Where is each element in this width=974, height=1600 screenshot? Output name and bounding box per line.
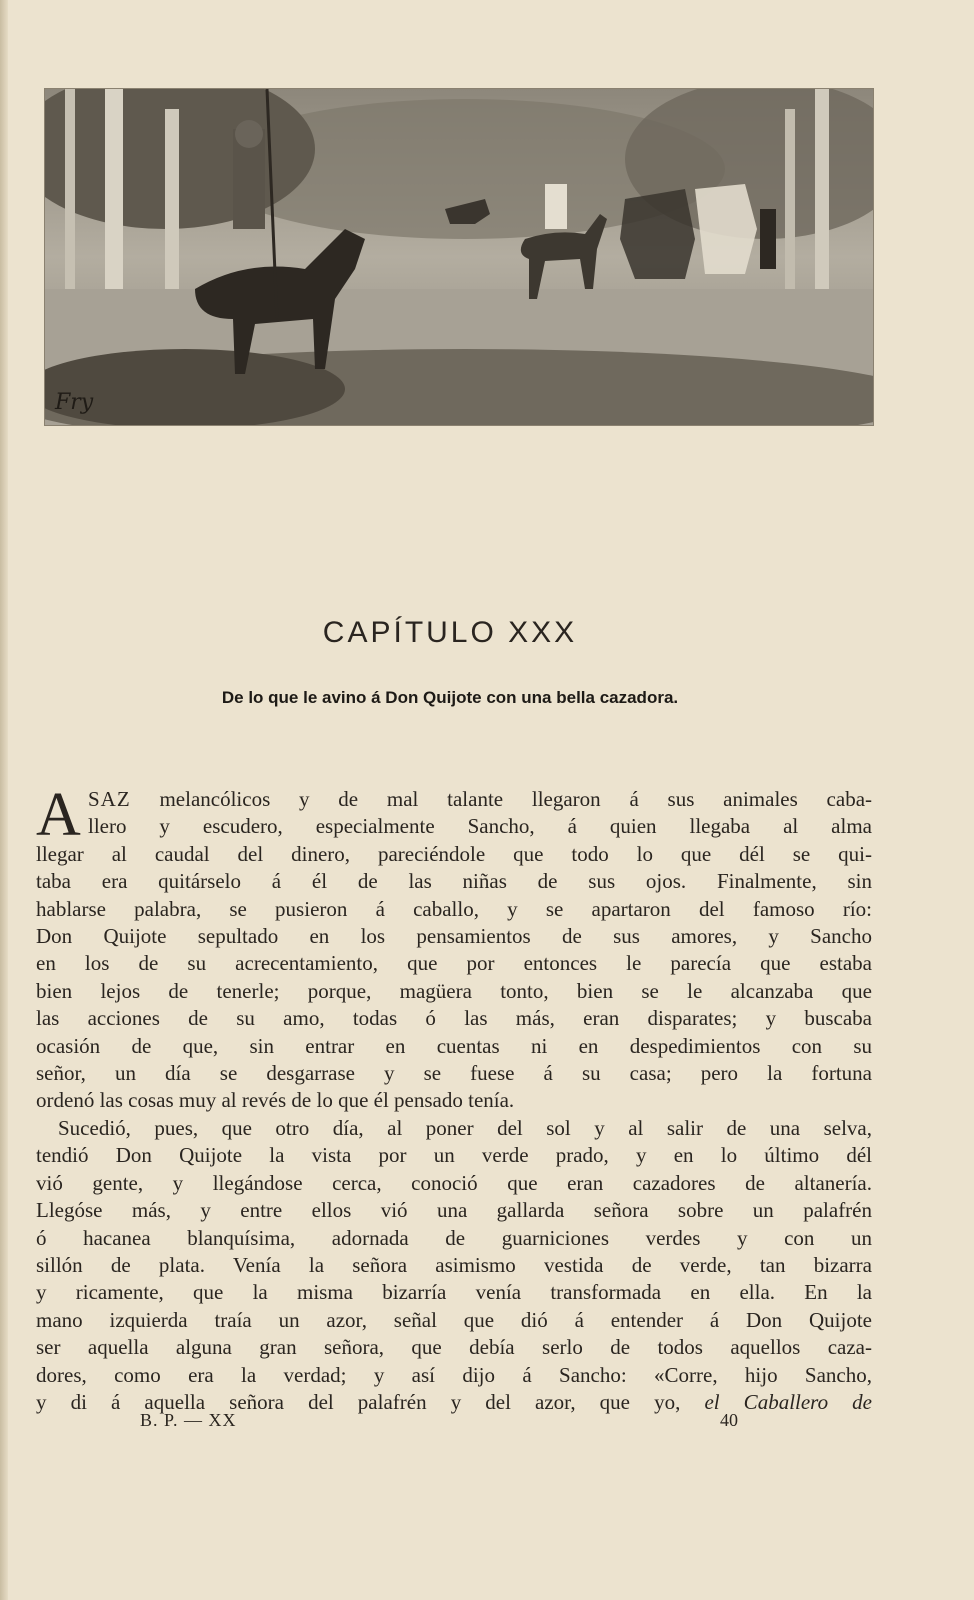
artist-signature: Fry [55,390,94,415]
small-caps-word: SAZ [88,787,131,811]
text-line-content: y di á aquella señora del palafrén y del azor, que yo, [36,1389,681,1414]
italic-phrase: el Caballero de [704,1389,872,1414]
text-line: dores, como era la verdad; y así dijo á Sancho: «Corre, hijo Sancho, [36,1362,872,1387]
chapter-subtitle: De lo que le avino á Don Quijote con una bella cazadora. [221,688,679,707]
text-line: hablarse palabra, se pusieron á caballo, y se apartaron del famoso río: [36,896,872,921]
chapter-text [36,781,872,1416]
signature-mark: B. P. — XX [140,1410,237,1430]
text-line: Llegóse más, y entre ellos vió una gallarda señora sobre un palafrén [36,1198,872,1223]
text-line: vió gente, y llegándose cerca, conoció que eran cazadores de altanería. [36,1170,872,1195]
page-binding-edge [0,0,8,1600]
hunting-scene-engraving [45,89,873,425]
text-line: en los de su acrecentamiento, que por entonces le parecía que estaba [36,951,872,976]
text-line: ó hacanea blanquísima, adornada de guarniciones verdes y con un [36,1225,872,1250]
text-line: llegar al caudal del dinero, pareciéndole que todo lo que dél se qui- [36,841,872,866]
text-line: ser aquella alguna gran señora, que debía serlo de todos aquellos caza- [36,1335,872,1360]
page-number: 40 [720,1410,738,1430]
text-line: mano izquierda traía un azor, señal que dió á entender á Don Quijote [36,1307,872,1332]
chapter-title: CAPÍTULO XXX [322,616,578,649]
text-line: y ricamente, que la misma bizarría venía transformada en ella. En la [36,1280,872,1305]
drop-cap-letter: A [36,781,81,849]
text-line: las acciones de su amo, todas ó las más, eran disparates; y buscaba [36,1006,872,1031]
text-line: Sucedió, pues, que otro día, al poner del sol y al salir de una selva, [58,1115,872,1140]
text-line: Don Quijote sepultado en los pensamientos de sus amores, y Sancho [36,924,872,949]
text-line [36,786,872,813]
chapter-illustration [44,88,874,426]
text-line: tendió Don Quijote la vista por un verde prado, y en lo último dél [36,1143,872,1168]
text-line: ocasión de que, sin entrar en cuentas ni en despedimientos con su [36,1033,872,1058]
text-line: llero y escudero, especialmente Sancho, á quien llegaba al alma [88,814,872,839]
text-line: taba era quitárselo á él de las niñas de sus ojos. Finalmente, sin [36,869,872,894]
text-line: ordenó las cosas muy al revés de lo que él pensado tenía. [36,1088,515,1113]
text-line-content: melancólicos y de mal talante llegaron á sus animales caba- [159,787,872,811]
text-line: sillón de plata. Venía la señora asimismo vestida de verde, tan bizarra [36,1252,872,1277]
text-line: bien lejos de tenerle; porque, magüera tonto, bien se le alcanzaba que [36,978,872,1003]
text-line: señor, un día se desgarrase y se fuese á su casa; pero la fortuna [36,1061,872,1086]
